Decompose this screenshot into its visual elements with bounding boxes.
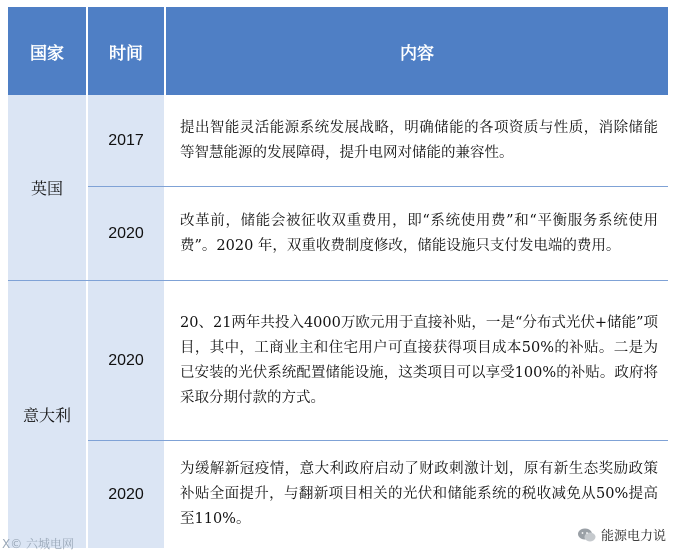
header-country: 国家 bbox=[8, 7, 86, 95]
watermark-right-text: 能源电力说 bbox=[600, 529, 666, 544]
policy-table bbox=[8, 7, 668, 548]
row-divider bbox=[88, 186, 668, 187]
watermark-left: X© 六城电网 bbox=[2, 537, 75, 551]
header-year: 时间 bbox=[88, 7, 164, 95]
year-cell: 2017 bbox=[88, 95, 164, 186]
year-cell: 2020 bbox=[88, 281, 164, 440]
content-cell: 为缓解新冠疫情，意大利政府启动了财政刺激计划，原有新生态奖励政策补贴全面提升，与翻新项目相关的光伏和储能系统的税收减免从50%提高至110%。 bbox=[166, 441, 668, 548]
country-italy: 意大利 bbox=[8, 281, 86, 548]
year-cell: 2020 bbox=[88, 187, 164, 280]
header-content: 内容 bbox=[166, 7, 668, 95]
watermark-right bbox=[577, 525, 666, 544]
content-cell: 提出智能灵活能源系统发展战略，明确储能的各项资质与性质，消除储能等智慧能源的发展障碍，提升电网对储能的兼容性。 bbox=[166, 95, 668, 186]
year-cell: 2020 bbox=[88, 441, 164, 548]
content-cell: 改革前，储能会被征收双重费用，即“系统使用费”和“平衡服务系统使用费”。2020 年，双重收费制度修改，储能设施只支付发电端的费用。 bbox=[166, 187, 668, 280]
country-uk: 英国 bbox=[8, 95, 86, 280]
wechat-icon bbox=[577, 527, 597, 543]
row-divider bbox=[88, 440, 668, 441]
row-divider bbox=[8, 280, 668, 281]
content-cell: 20、21两年共投入4000万欧元用于直接补贴，一是“分布式光伏+储能”项目，其中，工商业主和住宅用户可直接获得项目成本50%的补贴。二是为已安装的光伏系统配置储能设施，这类项目可以享受100%的补贴。政府将采取分期付款的方式。 bbox=[166, 281, 668, 440]
